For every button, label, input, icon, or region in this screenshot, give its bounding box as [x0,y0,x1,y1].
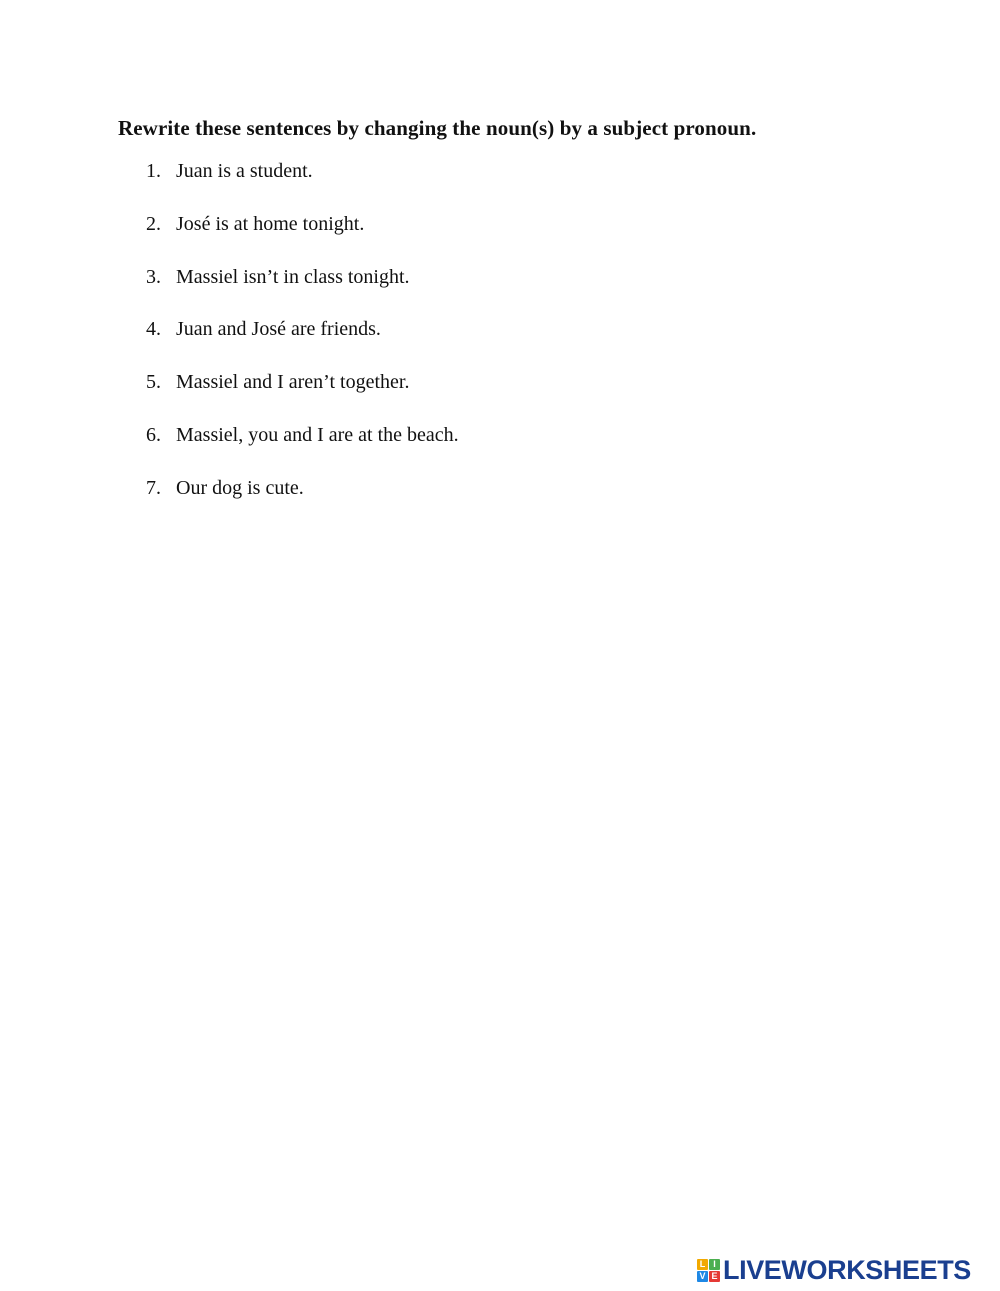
item-number: 7. [146,476,161,499]
logo-mark-icon [697,1259,720,1282]
exercise-item [146,475,459,528]
logo-tile-i: I [709,1259,720,1270]
exercise-item [146,422,459,475]
brand-name: LIVEWORKSHEETS [723,1255,971,1285]
item-sentence: Juan and José are friends. [176,318,381,341]
exercise-item [146,211,459,264]
item-number: 5. [146,371,161,394]
exercise-item [146,158,459,211]
item-sentence: Our dog is cute. [176,476,304,499]
exercise-list [146,158,459,528]
item-sentence: Massiel isn’t in class tonight. [176,265,410,288]
exercise-item [146,316,459,369]
exercise-item [146,264,459,317]
item-number: 1. [146,160,161,182]
logo-tile-e: E [709,1271,720,1282]
item-sentence: José is at home tonight. [176,212,365,235]
item-number: 6. [146,423,161,446]
item-sentence: Massiel, you and I are at the beach. [176,423,459,446]
instruction-heading: Rewrite these sentences by changing the noun(s) by a subject pronoun. [118,116,757,140]
exercise-item [146,369,459,422]
item-sentence: Massiel and I aren’t together. [176,371,410,394]
liveworksheets-logo [697,1255,971,1285]
logo-tile-v: V [697,1271,708,1282]
item-number: 4. [146,318,161,341]
item-number: 3. [146,265,161,288]
item-sentence: Juan is a student. [176,160,313,182]
item-number: 2. [146,212,161,235]
logo-tile-l: L [697,1259,708,1270]
